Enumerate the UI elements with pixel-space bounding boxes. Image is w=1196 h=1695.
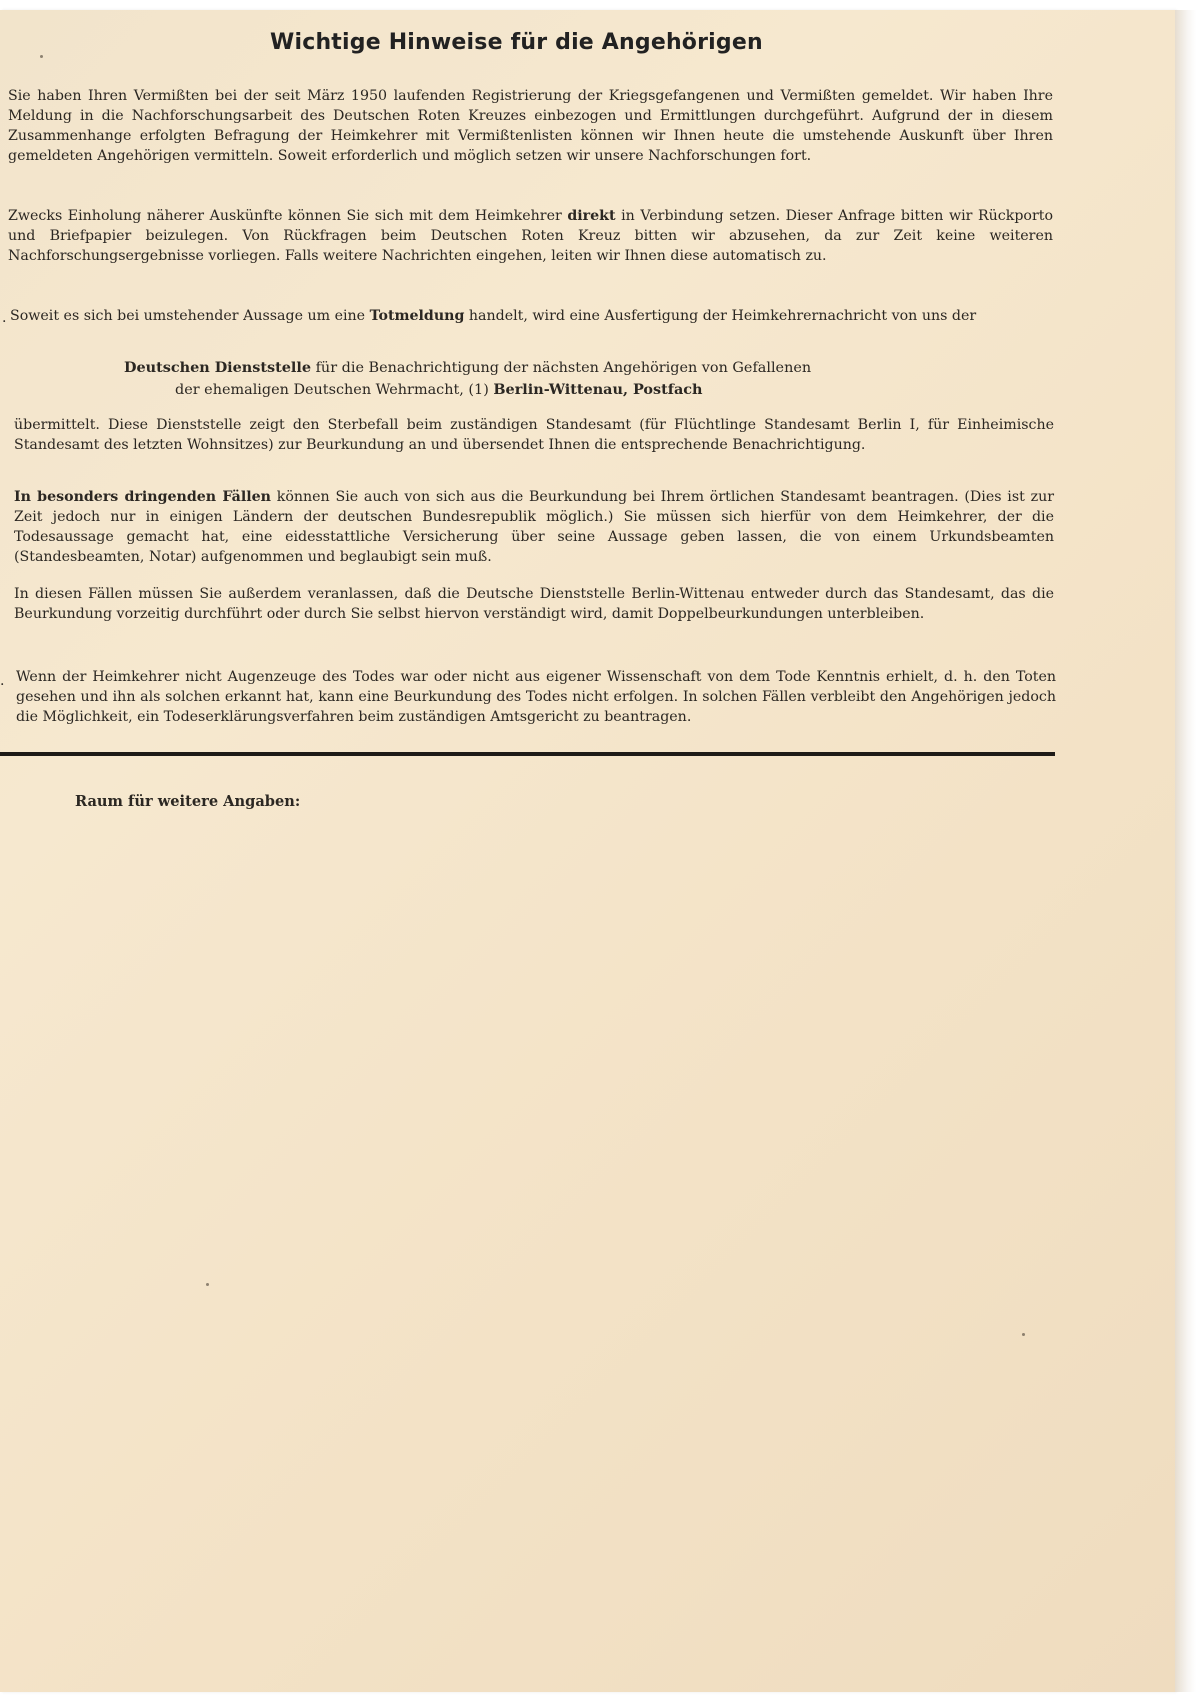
page-title: Wichtige Hinweise für die Angehörigen — [270, 30, 763, 55]
address-line-1 — [120, 357, 920, 379]
item-number-4: . — [0, 673, 5, 689]
paragraph-urgent-cases — [14, 487, 1054, 567]
item-number-3: . — [2, 310, 7, 326]
paragraph-death-report — [10, 306, 1053, 326]
paragraph-direct-contact-bold: direkt — [567, 208, 616, 224]
paragraph-death-report-bold: Totmeldung — [369, 308, 465, 324]
paragraph-death-report-a: Soweit es sich bei umstehender Aussage um eine — [10, 308, 366, 324]
page-edge — [1175, 10, 1196, 1692]
paragraph-direct-contact — [8, 206, 1053, 266]
paper-speck — [206, 1283, 209, 1286]
address-bold-1: Deutschen Dienststelle — [124, 359, 312, 376]
paragraph-direct-contact-b: in Verbindung setzen. Dieser Anfrage bitten wir Rückporto und Briefpapier beizulegen. Von Rückfragen beim Deutschen Roten Kreuz bitten wir abzusehen, da zur Zeit keine weiteren Nachforschungsergebnisse vorliegen. Falls weitere Nachrichten eingehen, leiten wir Ihnen diese automatisch zu. — [8, 208, 1054, 264]
paragraph-urgent-cases-text: können Sie auch von sich aus die Beurkundung bei Ihrem örtlichen Standesamt beantragen. (Dies ist zur Zeit jedoch nur in einigen Ländern der deutschen Bundesrepublik möglich.) Sie müssen sich hierfür von dem Heimkehrer, der die Todesaussage gemacht hat, eine eidesstattliche Versicherung über seine Aussage geben lassen, die von einem Urkundsbeamten (Standesbeamten, Notar) aufgenommen und beglaubigt sein muß. — [14, 489, 1055, 565]
address-text-2: der ehemaligen Deutschen Wehrmacht, (1) — [175, 382, 489, 398]
paper-speck — [1022, 1333, 1025, 1336]
horizontal-rule — [0, 752, 1055, 756]
address-line-2 — [120, 379, 920, 401]
paragraph-death-report-b: handelt, wird eine Ausfertigung der Heimkehrernachricht von uns der — [468, 308, 977, 324]
paragraph-double-registration: In diesen Fällen müssen Sie außerdem veranlassen, daß die Deutsche Dienststelle Berlin-Wittenau entweder durch das Standesamt, das die Beurkundung vorzeitig durchführt oder durch Sie selbst hiervon verständigt wird, damit Doppelbeurkundungen unterbleiben. — [14, 586, 1054, 622]
paragraph-direct-contact-a: Zwecks Einholung näherer Auskünfte können Sie sich mit dem Heimkehrer — [8, 208, 562, 224]
further-details-label: Raum für weitere Angaben: — [75, 793, 301, 810]
address-block — [120, 357, 920, 401]
paragraph-office-notice: übermittelt. Diese Dienststelle zeigt den Sterbefall beim zuständigen Standesamt (für Flüchtlinge Standesamt Berlin I, für Einheimische Standesamt des letzten Wohnsitzes) zur Beurkundung an und übersendet Ihnen die entsprechende Benachrichtigung. — [14, 417, 1054, 453]
paragraph-declaration-of-death: Wenn der Heimkehrer nicht Augenzeuge des Todes war oder nicht aus eigener Wissenschaft von dem Tode Kenntnis erhielt, d. h. den Toten gesehen und ihn als solchen erkannt hat, kann eine Beurkundung des Todes nicht erfolgen. In solchen Fällen verbleibt den Angehörigen jedoch die Möglichkeit, ein Todeserklärungsverfahren beim zuständigen Amtsgericht zu beantragen. — [16, 669, 1056, 725]
address-text-1: für die Benachrichtigung der nächsten Angehörigen von Gefallenen — [315, 360, 812, 376]
paragraph-registration: Sie haben Ihren Vermißten bei der seit März 1950 laufenden Registrierung der Kriegsgefangenen und Vermißten gemeldet. Wir haben Ihre Meldung in die Nachforschungsarbeit des Deutschen Roten Kreuzes einbezogen und Ermittlungen durchgeführt. Aufgrund der in diesem Zusammenhange erfolgten Befragung der Heimkehrer mit Vermißtenlisten können wir Ihnen heute die umstehende Auskunft über Ihren gemeldeten Angehörigen vermitteln. Soweit erforderlich und möglich setzen wir unsere Nachforschungen fort. — [8, 88, 1053, 164]
address-bold-2: Berlin-Wittenau, Postfach — [493, 381, 703, 398]
paper-speck — [40, 55, 43, 58]
paragraph-urgent-cases-bold: In besonders dringenden Fällen — [14, 489, 271, 505]
